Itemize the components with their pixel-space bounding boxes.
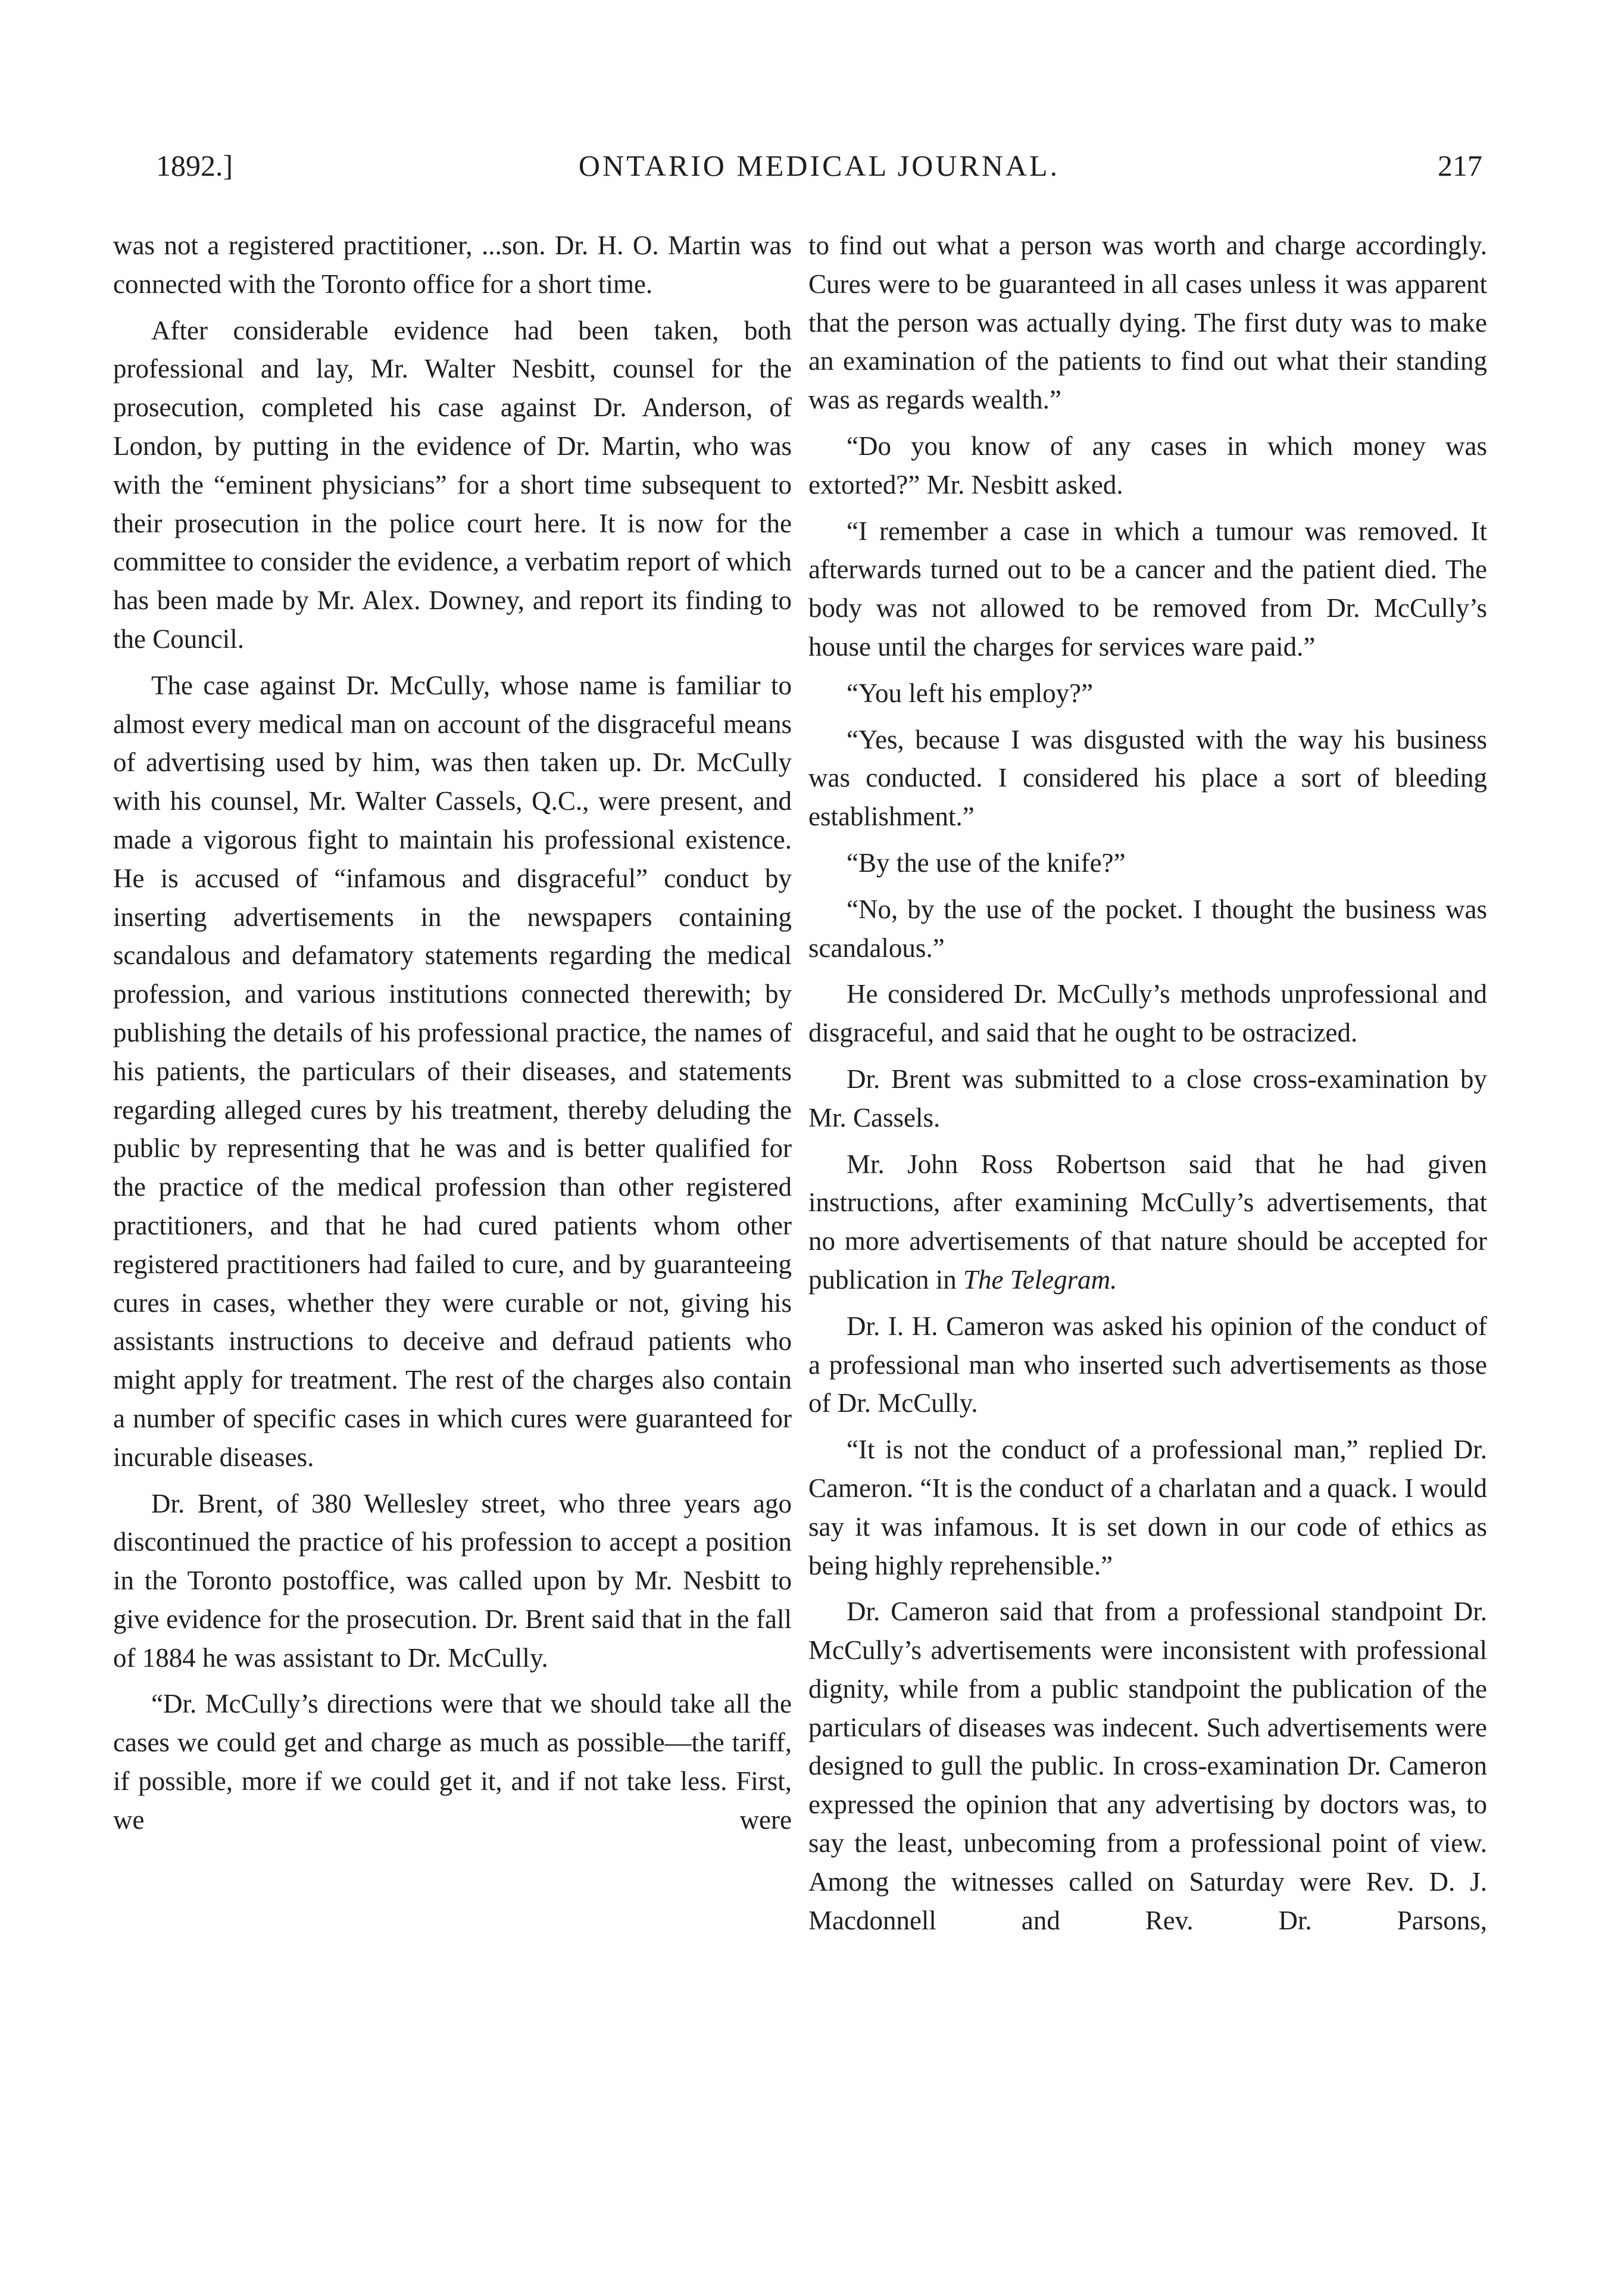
paragraph-text: Mr. John Ross Robertson said that he had given instructions, after examining McCully’s advertisements, that no more advertisements of that nature should be accepted for publication in — [808, 1149, 1487, 1295]
header-year: 1892.] — [156, 149, 233, 182]
paragraph — [808, 1145, 1487, 1299]
paragraph: to find out what a person was worth and charge accordingly. Cures were to be guaranteed in all cases unless it was apparent that the person was actually dying. The first duty was to make an examination of the patients to find out what their standing was as regards wealth.” — [808, 230, 1487, 415]
running-header — [156, 142, 1482, 189]
right-column — [808, 226, 1487, 1947]
paragraph: “No, by the use of the pocket. I thought the business was scandalous.” — [808, 894, 1487, 963]
paragraph: “Yes, because I was disgusted with the way his business was conducted. I considered his place a sort of bleeding establishment.” — [808, 724, 1487, 832]
paragraph: “I remember a case in which a tumour was removed. It afterwards turned out to be a cancer and the patient died. The body was not allowed to be removed from Dr. McCully’s house until the charges for services ware paid.” — [808, 516, 1487, 662]
paragraph: After considerable evidence had been taken, both professional and lay, Mr. Walter Nesbitt, counsel for the prosecution, completed his case against Dr. Anderson, of London, by putting in the evidence of Dr. Martin, who was with the “eminent physicians” for a short time subsequent to their prosecution in the police court here. It is now for the committee to consider the evidence, a verbatim report of which has been made by Mr. Alex. Downey, and report its finding to the Council. — [113, 315, 792, 654]
paragraph: “Do you know of any cases in which money was extorted?” Mr. Nesbitt asked. — [808, 431, 1487, 500]
paragraph: “You left his employ?” — [847, 678, 1094, 708]
paragraph: “By the use of the knife?” — [847, 847, 1126, 878]
left-column — [113, 226, 792, 1847]
paragraph: “Dr. McCully’s directions were that we should take all the cases we could get and charge as much as possible—the tariff, if possible, more if we could get it, and if not take less. First, we were — [113, 1689, 792, 1835]
paragraph: “It is not the conduct of a professional man,” replied Dr. Cameron. “It is the conduct of a charlatan and a quack. I would say it was infamous. It is set down in our code of ethics as being highly reprehensible.” — [808, 1435, 1487, 1580]
page-number: 217 — [1438, 149, 1482, 182]
paragraph: Dr. Brent was submitted to a close cross-examination by Mr. Cassels. — [808, 1064, 1487, 1133]
paragraph: He considered Dr. McCully’s methods unprofessional and disgraceful, and said that he ought to be ostracized. — [808, 979, 1487, 1048]
paragraph: Dr. Cameron said that from a professional standpoint Dr. McCully’s advertisements were inconsistent with professional dignity, while from a public standpoint the publication of the particulars of diseases was indecent. Such advertisements were designed to gull the public. In cross-examination Dr. Cameron expressed the opinion that any advertising by doctors was, to say the least, unbecoming from a professional point of view. Among the witnesses called on Saturday were Rev. D. J. Macdonnell and Rev. Dr. Parsons, — [808, 1597, 1487, 1935]
paragraph: Dr. I. H. Cameron was asked his opinion of the conduct of a professional man who inserted such advertisements as those of Dr. McCully. — [808, 1311, 1487, 1418]
journal-title: ONTARIO MEDICAL JOURNAL. — [578, 149, 1060, 182]
paragraph: Dr. Brent, of 380 Wellesley street, who three years ago discontinued the practice of his profession to accept a position in the Toronto postoffice, was called upon by Mr. Nesbitt to give evidence for the prosecution. Dr. Brent said that in the fall of 1884 he was assistant to Dr. McCully. — [113, 1488, 792, 1673]
newspaper-title: The Telegram. — [963, 1264, 1117, 1295]
paragraph: was not a registered practitioner, ...son. Dr. H. O. Martin was connected with the Toronto office for a short time. — [113, 230, 792, 299]
paragraph: The case against Dr. McCully, whose name is familiar to almost every medical man on account of the disgraceful means of advertising used by him, was then taken up. Dr. McCully with his counsel, Mr. Walter Cassels, Q.C., were present, and made a vigorous fight to maintain his professional existence. He is accused of “infamous and disgraceful” conduct by inserting advertisements in the newspapers containing scandalous and defamatory statements regarding the medical profession, and various institutions connected therewith; by publishing the details of his professional practice, the names of his patients, the particulars of their diseases, and statements regarding alleged cures by his treatment, thereby deluding the public by representing that he was and is better qualified for the practice of the medical profession than other registered practitioners, and that he had cured patients whom other registered practitioners had failed to cure, and by guaranteeing cures in cases, whether they were curable or not, giving his assistants instructions to deceive and defraud patients who might apply for treatment. The rest of the charges also contain a number of specific cases in which cures were guaranteed for incurable diseases. — [113, 670, 792, 1472]
